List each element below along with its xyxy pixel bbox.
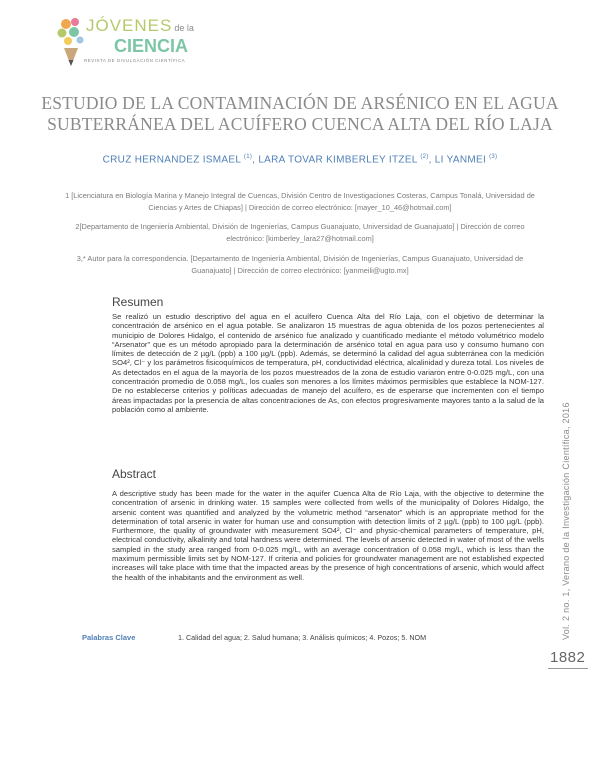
journal-logo: [54, 14, 194, 70]
affiliation-2: 2[Departamento de Ingeniería Ambiental, División de Ingenierías, Campus Guanajuato, Universidad de Guanajuato] | Dirección de correo electrónico: [kimberley_lara27@hotmail.com]: [75, 222, 525, 243]
resumen-text: Se realizó un estudio descriptivo del agua en el acuífero Cuenca Alta del Río Laja, con el objetivo de determinar la concentración de arsénico en el agua potable. Se analizaron 15 muestras de agua obtenida de los pozos pertenecientes al municipio de Dolores Hidalgo, el contenido de arsénico fue analizado y cuantificado mediante el método volumétrico modelo “Arsenator” que es un método apropiado para la determinación de arsénico total en agua para uso y consumo humano con límites de detección de 2 µg/L (ppb) a 100 µg/L (ppb). Además, se determinó la calidad del agua subterránea con la medición SO4², Cl⁻ y los parámetros fisicoquímicos de temperatura, pH, conductividad eléctrica, alcalinidad y dureza total. Los niveles de As detectados en el agua de la mayoría de los pozos muestreados de la zona de estudio variaron entre 0-0.025 mg/L, con una concentración promedio de 0.058 mg/L, los cuales son menores a los límites máximos permisibles que establece la NOM-127. De no establecerse criterios y políticas adecuadas de manejo del acuífero, es de esperarse que incrementen con el tiempo áreas impactadas por la presencia de altas concentraciones de As, con efectos progresivamente mayores tanto a la salud de la población como al ambiente.: [112, 312, 544, 414]
pencil-tree-logo-icon: [54, 14, 88, 70]
author-separator: ,: [428, 154, 435, 166]
title-line-1: ESTUDIO DE LA CONTAMINACIÓN DE ARSÉNICO EN EL AGUA: [41, 93, 559, 113]
abstract-text: A descriptive study has been made for the water in the aquifer Cuenca Alta de Río Laja, with the objective to determine the concentration of arsenic in drinking water. 15 samples were collected from wells of the municipality of Dolores Hidalgo, the arsenic content was quantified and analyzed by the volumetric method “arsenator” which is an appropriate method for the determination of total arsenic in water for human use and consumption with detection limits of 2 µg/L (ppb) to 100 µg/L (ppb). Furthermore, the quality of groundwater with measurement SO4², Cl⁻ and physic-chemical parameters of temperature, pH, electrical conductivity, alkalinity and total hardness were determined. The levels of arsenic detected in water of most of the wells sampled in the study area ranged from 0-0.025 mg/L, with an average concentration of 0.058 mg/L, which is less than the maximum permissible limits set by NOM-127. If criteria and policies for groundwater management are not established expected increases will take place with time that the impacted areas by the presence of high concentrations of arsenic, which would affect the health of the inhabitants and the environment as well.: [112, 489, 544, 582]
logo-word-ciencia: CIENCIA: [114, 36, 189, 56]
title-line-2: SUBTERRÁNEA DEL ACUÍFERO CUENCA ALTA DEL RÍO LAJA: [47, 114, 553, 134]
author-mark: (1): [243, 154, 253, 160]
author-name: LI YANMEI: [434, 154, 487, 166]
affiliation-3: 3,* Autor para la correspondencia. [Departamento de Ingeniería Ambiental, División de Ingenierías, Campus Guanajuato, Universidad de Guanajuato] | Dirección de correo electrónico: [yanmeili@ugto.mx]: [76, 254, 524, 275]
page-number-rule: [548, 668, 588, 669]
author-list: [40, 154, 560, 165]
author-name: CRUZ HERNANDEZ ISMAEL: [102, 154, 241, 166]
keywords-text: 1. Calidad del agua; 2. Salud humana; 3. Análisis químicos; 4. Pozos; 5. NOM: [178, 633, 427, 642]
logo-tagline: REVISTA DE DIVULGACIÓN CIENTÍFICA: [84, 58, 186, 63]
logo-word-de: de la: [174, 23, 194, 33]
author-separator: ,: [252, 154, 259, 166]
author-mark: (3): [489, 154, 498, 160]
page-number: 1882: [550, 649, 586, 666]
keywords-label: Palabras Clave: [82, 633, 136, 642]
author-mark: (2): [420, 154, 429, 160]
paper-title: [40, 93, 560, 135]
volume-side-text: Vol. 2 no. 1, Verano de la Investigación Científica, 2016: [561, 402, 571, 640]
logo-word-jovenes: JÓVENES de la: [86, 16, 194, 35]
resumen-heading: Resumen: [112, 295, 164, 309]
author-name: LARA TOVAR KIMBERLEY ITZEL: [258, 154, 418, 166]
abstract-heading: Abstract: [112, 467, 157, 481]
affiliation-1: 1 [Licenciatura en Biología Marina y Manejo Integral de Cuencas, División Centro de Investigaciones Costeras, Campus Tonalá, Universidad de Ciencias y Artes de Chiapas] | Dirección de correo electrónico: [mayer_10_46@hotmail.com]: [65, 191, 535, 212]
